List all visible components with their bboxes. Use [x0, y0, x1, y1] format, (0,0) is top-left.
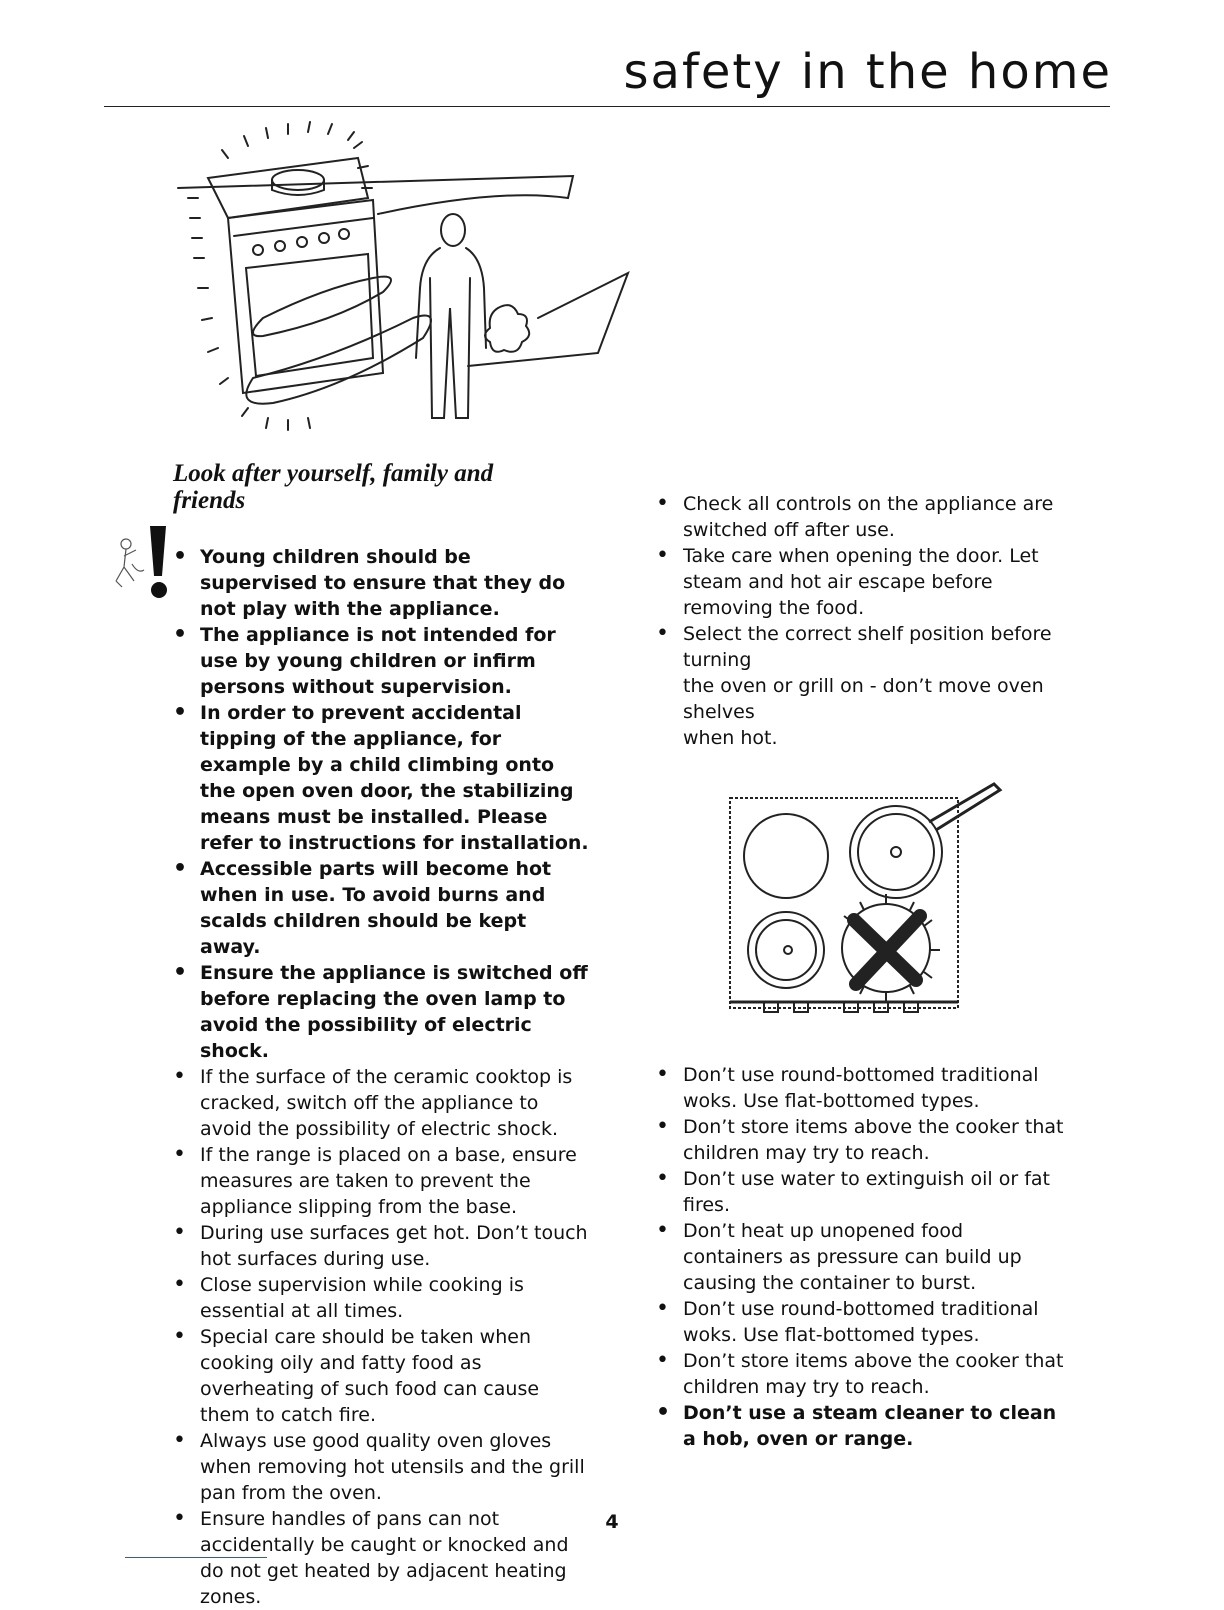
- list-item: • Special care should be taken when cooking oily and fatty food as overheating of such food can cause them to catch fire.: [173, 1324, 593, 1428]
- left-safety-list: [173, 544, 593, 1610]
- list-item: • Check all controls on the appliance are switched off after use.: [656, 491, 1066, 543]
- list-item: • Young children should be supervised to ensure that they do not play with the appliance.: [173, 544, 593, 622]
- right-safety-list-bottom: [656, 1062, 1066, 1452]
- hob-no-wok-illustration: [724, 780, 1004, 1020]
- list-item: • In order to prevent accidental tipping of the appliance, for example by a child climbing onto the open oven door, the stabilizing means must be installed. Please refer to instructions for installation.: [173, 700, 593, 856]
- header-rule: [104, 106, 1110, 107]
- list-item: • Ensure handles of pans can not accidentally be caught or knocked and do not get heated by adjacent heating zones.: [173, 1506, 593, 1610]
- list-item: • Always use good quality oven gloves when removing hot utensils and the grill pan from the oven.: [173, 1428, 593, 1506]
- list-item: • Ensure the appliance is switched off before replacing the oven lamp to avoid the possibility of electric shock.: [173, 960, 593, 1064]
- list-item: • If the range is placed on a base, ensure measures are taken to prevent the appliance slipping from the base.: [173, 1142, 593, 1220]
- list-item: • Select the correct shelf position before turning the oven or grill on - don’t move oven shelves when hot.: [656, 621, 1066, 751]
- list-item: • Don’t use round-bottomed traditional woks. Use flat-bottomed types.: [656, 1296, 1066, 1348]
- list-item: • Don’t store items above the cooker that children may try to reach.: [656, 1114, 1066, 1166]
- footer-line: [125, 1557, 267, 1558]
- list-item: • The appliance is not intended for use by young children or infirm persons without supervision.: [173, 622, 593, 700]
- right-safety-list-top: [656, 491, 1066, 751]
- list-item: • Take care when opening the door. Let steam and hot air escape before removing the food.: [656, 543, 1066, 621]
- oven-child-illustration: [168, 118, 638, 443]
- list-item: • During use surfaces get hot. Don’t touch hot surfaces during use.: [173, 1220, 593, 1272]
- list-item: • Don’t heat up unopened food containers as pressure can build up causing the container to burst.: [656, 1218, 1066, 1296]
- list-item: • If the surface of the ceramic cooktop is cracked, switch off the appliance to avoid the possibility of electric shock.: [173, 1064, 593, 1142]
- warning-exclamation-icon: [112, 524, 176, 600]
- list-item: • Don’t use a steam cleaner to clean a hob, oven or range.: [656, 1400, 1066, 1452]
- list-item: • Accessible parts will become hot when in use. To avoid burns and scalds children should be kept away.: [173, 856, 593, 960]
- section-heading: Look after yourself, family and friends: [173, 460, 494, 514]
- page-title: safety in the home: [623, 44, 1112, 100]
- list-item: • Close supervision while cooking is essential at all times.: [173, 1272, 593, 1324]
- list-item: • Don’t use water to extinguish oil or fat fires.: [656, 1166, 1066, 1218]
- page-number: 4: [605, 1511, 619, 1533]
- list-item: • Don’t store items above the cooker that children may try to reach.: [656, 1348, 1066, 1400]
- list-item: • Don’t use round-bottomed traditional woks. Use flat-bottomed types.: [656, 1062, 1066, 1114]
